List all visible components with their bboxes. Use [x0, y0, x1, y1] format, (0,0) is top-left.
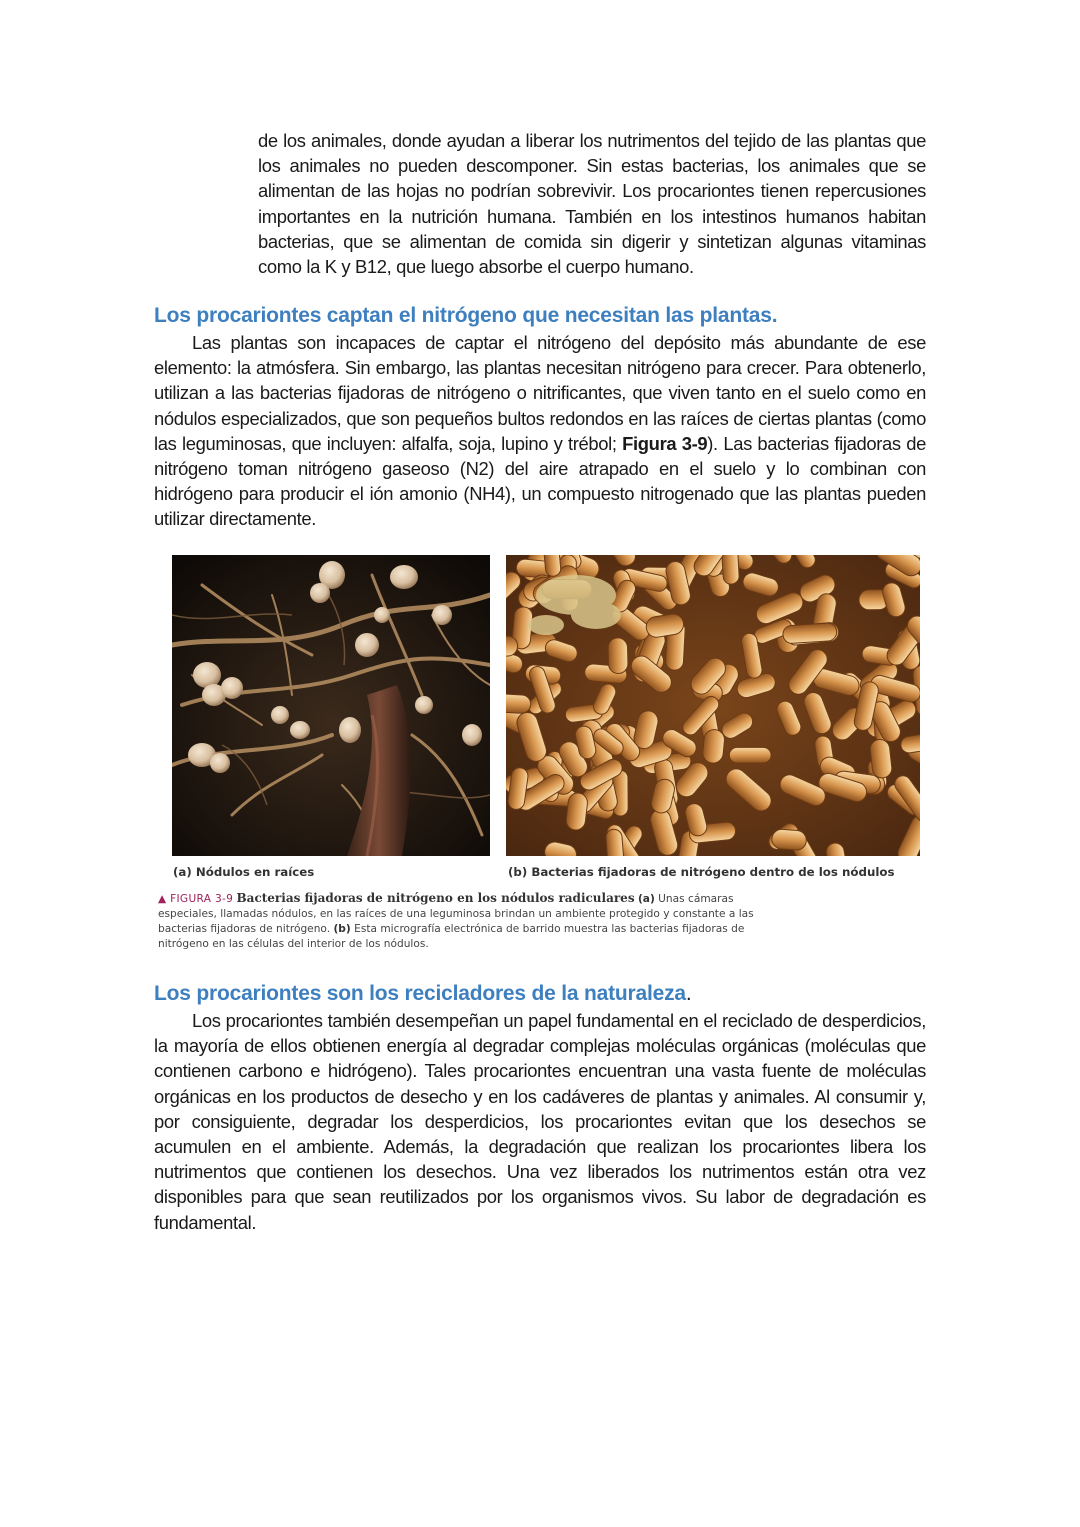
bacterium-shape [782, 623, 837, 644]
figure-reference: Figura 3-9 [622, 432, 708, 454]
caption-part-a-marker: (a) [637, 893, 655, 905]
section-heading-nitrogen: Los procariontes captan el nitrógeno que necesitan las plantas. [154, 304, 778, 327]
caption-part-b-text: Esta micrografía electrónica de barrido muestra las bacterias fijadoras de nitrógeno en las células del interior de los nódulos. [158, 923, 745, 950]
caption-part-b-marker: (b) [333, 923, 351, 935]
bacterium-shape [702, 729, 726, 764]
recyclers-paragraph: Los procariontes también desempeñan un papel fundamental en el reciclado de desperdicios, la mayoría de ellos obtienen energía al degradar complejas moléculas orgánicas (moléculas que contienen carbono e hidrógeno). Tales procariontes encuentran una vasta fuente de moléculas orgánicas en los productos de desecho y en los cadáveres de plantas y animales. Al consumir y, por consiguiente, degradar los desperdicios, los procariontes evitan que los desechos se acumulen en el ambiente. Además, la degradación que realizan los procariontes libera los nutrimentos que contienen los desechos. Una vez liberados los nutrimentos están otra vez disponibles para que sean reutilizados por los organismos vivos. Su labor de degradación es fundamental. [154, 1010, 926, 1233]
root-nodules-photo [172, 555, 490, 856]
section-heading-recyclers-text: Los procariontes son los recicladores de la naturaleza [154, 982, 686, 1005]
subcaption-b: (b) Bacterias fijadoras de nitrógeno dentro de los nódulos [508, 865, 895, 879]
bacterium-shape [771, 829, 807, 851]
nitrogen-paragraph-text-2: ). Las bacterias fijadoras de nitrógeno toman nitrógeno gaseoso (N2) del aire atrapado en el suelo y lo combinan con hidrógeno para producir el ión amonio (NH4), un compuesto nitrogenado que las plantas pueden utilizar directamente. [154, 432, 927, 530]
caption-part-a-text: Unas cámaras especiales, llamadas nódulos, en las raíces de una leguminosa brindan un ambiente protegido y constante a las bacterias fijadoras de nitrógeno. [158, 893, 754, 935]
intro-paragraph: de los animales, donde ayudan a liberar los nutrimentos del tejido de las plantas que los animales no pueden descomponer. Sin estas bacterias, los animales que se alimentan de las hojas no podrían sobrevivir. Los procariontes tienen repercusiones importantes en la nutrición humana. También en los intestinos humanos habitan bacterias, que se alimentan de comida sin digerir y sintetizan algunas vitaminas como la K y B12, que luego absorbe el cuerpo humano. [258, 130, 926, 278]
bacterium-shape [721, 555, 739, 585]
section-heading-recyclers [154, 982, 692, 1006]
nitrogen-paragraph [154, 330, 926, 532]
figure-title: Bacterias fijadoras de nitrógeno en los nódulos radiculares [236, 891, 635, 905]
subcaption-a: (a) Nódulos en raíces [173, 865, 315, 879]
bacteria-micrograph-photo [506, 555, 920, 856]
bacterium-shape [608, 638, 628, 674]
figure-label: ▲ FIGURA 3-9 [158, 893, 234, 905]
nitrogen-paragraph-text-1: Las plantas son incapaces de captar el nitrógeno del depósito más abundante de ese elemento: la atmósfera. Sin embargo, las plantas necesitan nitrógeno para crecer. Para obtenerlo, utilizan a las bacterias fijadoras de nitrógeno o nitrificantes, que viven tanto en el suelo como en nódulos especializados, que son pequeños bultos redondos en las raíces de ciertas plantas (como las leguminosas, que incluyen: alfalfa, soja, lupino y trébol; [154, 332, 926, 454]
bacterium-shape [729, 747, 771, 763]
figure-caption [158, 891, 758, 952]
section-heading-recyclers-tail: . [685, 982, 692, 1005]
